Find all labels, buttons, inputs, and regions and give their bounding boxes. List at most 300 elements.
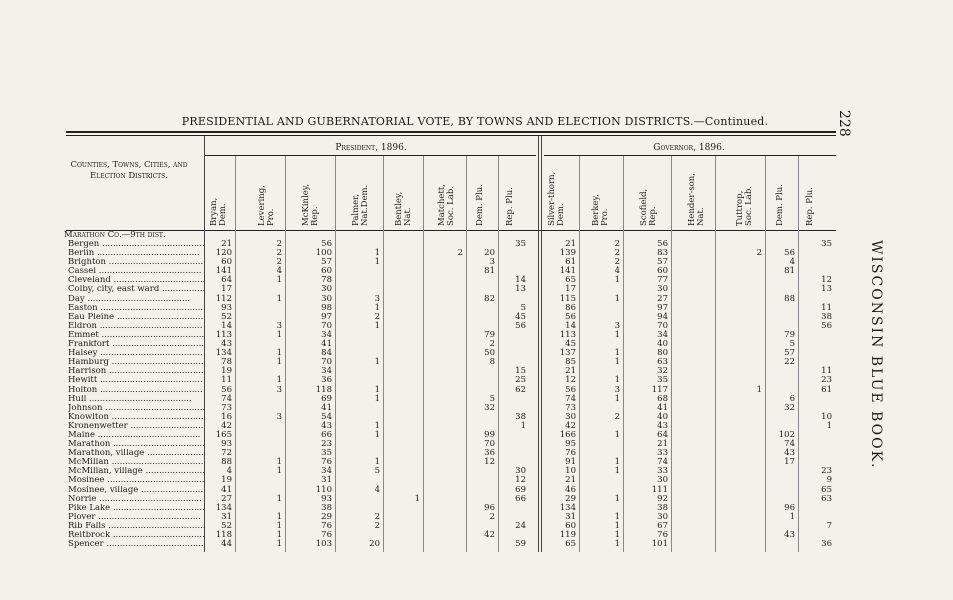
- president-vote-cell: 66: [321, 429, 332, 440]
- president-vote-cell: 56: [321, 239, 332, 249]
- governor-vote-cell: 10: [565, 466, 576, 477]
- governor-vote-cell: 74: [657, 457, 668, 468]
- district-name: Eau Pleine .....: [68, 313, 204, 322]
- governor-vote-cell: 38: [657, 502, 668, 513]
- governor-column-header-label: Tuttrop, Soc. Lab.: [735, 186, 754, 226]
- president-vote-cell: 74: [221, 393, 232, 404]
- district-name: Cassel .....: [68, 267, 204, 276]
- governor-vote-cell: 83: [657, 248, 668, 259]
- president-vote-cell: 50: [484, 348, 495, 359]
- governor-vote-cell: 45: [565, 339, 576, 350]
- governor-vote-cell: 12: [821, 275, 832, 286]
- governor-vote-cell: 21: [657, 439, 668, 450]
- table-row: [64, 367, 839, 376]
- governor-vote-cell: 46: [565, 484, 576, 495]
- table-row: [64, 449, 839, 458]
- president-vote-cell: 2: [276, 248, 282, 259]
- page-number: 228: [836, 110, 852, 137]
- president-vote-cell: 4: [226, 466, 232, 477]
- governor-vote-cell: 1: [614, 275, 620, 286]
- district-name: Day .....: [68, 295, 204, 304]
- governor-vote-cell: 1: [614, 348, 620, 359]
- president-vote-cell: 31: [221, 511, 232, 522]
- governor-vote-cell: 63: [821, 493, 832, 504]
- row-header: Counties, Towns, Cities, and Election Districts.: [70, 160, 188, 181]
- governor-vote-cell: 11: [821, 366, 832, 377]
- table-row: [64, 349, 839, 358]
- governor-vote-cell: 30: [565, 411, 576, 422]
- president-vote-cell: 62: [515, 384, 526, 395]
- governor-vote-cell: 1: [756, 384, 762, 395]
- governor-vote-cell: 115: [559, 293, 576, 304]
- president-vote-cell: 1: [276, 375, 282, 386]
- governor-vote-cell: 79: [784, 329, 795, 340]
- district-name: Johnson .....: [68, 404, 204, 413]
- president-vote-cell: 69: [321, 393, 332, 404]
- president-vote-cell: 97: [321, 311, 332, 322]
- president-vote-cell: 118: [315, 384, 332, 395]
- district-name: Knowlton .....: [68, 413, 204, 422]
- table-row: [64, 285, 839, 294]
- president-vote-cell: 4: [374, 484, 380, 495]
- governor-vote-cell: 76: [657, 530, 668, 540]
- governor-vote-cell: 85: [565, 357, 576, 368]
- governor-vote-cell: 61: [821, 384, 832, 395]
- column-rule: [383, 156, 384, 552]
- president-vote-cell: 4: [276, 266, 282, 277]
- president-vote-cell: 17: [221, 284, 232, 295]
- governor-vote-cell: 94: [657, 311, 668, 322]
- governor-vote-cell: 21: [565, 366, 576, 377]
- governor-vote-cell: 65: [565, 275, 576, 286]
- president-vote-cell: 72: [221, 448, 232, 459]
- president-vote-cell: 56: [221, 384, 232, 395]
- president-vote-cell: 99: [484, 429, 495, 440]
- president-vote-cell: 3: [276, 384, 282, 395]
- president-vote-cell: 12: [484, 457, 495, 468]
- district-name: Hull .....: [68, 395, 204, 404]
- governor-vote-cell: 13: [821, 284, 832, 295]
- column-rule: [498, 156, 499, 552]
- president-vote-cell: 2: [374, 311, 380, 322]
- president-vote-cell: 19: [221, 475, 232, 486]
- president-vote-cell: 1: [374, 393, 380, 404]
- president-vote-cell: 2: [276, 239, 282, 249]
- president-vote-cell: 96: [484, 502, 495, 513]
- governor-vote-cell: 65: [565, 539, 576, 550]
- district-name: McMillan .....: [68, 458, 204, 467]
- table-row: [64, 304, 839, 313]
- president-vote-cell: 1: [374, 457, 380, 468]
- district-name: Emmet .....: [68, 331, 204, 340]
- president-vote-cell: 41: [321, 339, 332, 350]
- district-name: Hewitt .....: [68, 376, 204, 385]
- governor-vote-cell: 21: [565, 239, 576, 249]
- governor-vote-cell: 43: [657, 420, 668, 431]
- governor-vote-cell: 1: [614, 329, 620, 340]
- president-vote-cell: 76: [321, 530, 332, 540]
- governor-vote-cell: 141: [559, 266, 576, 277]
- president-vote-cell: 134: [215, 348, 232, 359]
- president-vote-cell: 1: [374, 257, 380, 268]
- governor-vote-cell: 29: [565, 493, 576, 504]
- president-column-header-label: Matchett, Soc. Lab.: [437, 184, 456, 226]
- header-rule-thin: [66, 135, 836, 136]
- president-vote-cell: 11: [221, 375, 232, 386]
- governor-vote-cell: 56: [565, 311, 576, 322]
- president-vote-cell: 2: [489, 511, 495, 522]
- president-vote-cell: 98: [321, 302, 332, 313]
- president-vote-cell: 5: [489, 393, 495, 404]
- governor-vote-cell: 1: [614, 466, 620, 477]
- table-row: [64, 395, 839, 404]
- governor-vote-cell: 60: [657, 266, 668, 277]
- president-vote-cell: 1: [374, 302, 380, 313]
- district-name: Plover .....: [68, 513, 204, 522]
- governor-vote-cell: 30: [657, 511, 668, 522]
- governor-vote-cell: 101: [651, 539, 668, 550]
- president-vote-cell: 34: [321, 366, 332, 377]
- table-row: [64, 358, 839, 367]
- president-vote-cell: 134: [215, 502, 232, 513]
- governor-vote-cell: 31: [565, 511, 576, 522]
- president-vote-cell: 44: [221, 539, 232, 550]
- table-row: [64, 322, 839, 331]
- table-row: [64, 476, 839, 485]
- governor-vote-cell: 91: [565, 457, 576, 468]
- president-vote-cell: 118: [215, 530, 232, 540]
- president-vote-cell: 1: [276, 348, 282, 359]
- governor-vote-cell: 80: [657, 348, 668, 359]
- table-row: [64, 458, 839, 467]
- president-vote-cell: 43: [321, 420, 332, 431]
- president-column-header-label: Dem. Plu.: [475, 184, 485, 226]
- president-vote-cell: 1: [276, 275, 282, 286]
- president-vote-cell: 78: [321, 275, 332, 286]
- president-column-header-label: McKinley, Rep.: [301, 183, 320, 226]
- president-vote-cell: 1: [374, 357, 380, 368]
- governor-vote-cell: 1: [614, 293, 620, 304]
- county-heading: Marathon Co.—9th dist.: [64, 230, 166, 240]
- governor-vote-cell: 74: [784, 439, 795, 450]
- president-vote-cell: 1: [374, 420, 380, 431]
- governor-vote-cell: 33: [657, 466, 668, 477]
- governor-vote-cell: 3: [614, 384, 620, 395]
- governor-vote-cell: 139: [559, 248, 576, 259]
- header-rule: [66, 131, 836, 133]
- president-vote-cell: 70: [321, 357, 332, 368]
- governor-vote-cell: 2: [756, 248, 762, 259]
- governor-vote-cell: 60: [565, 520, 576, 531]
- governor-vote-cell: 3: [614, 320, 620, 331]
- table-row: [64, 531, 839, 540]
- governor-vote-cell: 88: [784, 293, 795, 304]
- president-rule: [205, 155, 536, 156]
- president-vote-cell: 34: [321, 466, 332, 477]
- governor-vote-cell: 14: [565, 320, 576, 331]
- district-name: McMillan, village .....: [68, 467, 204, 476]
- president-vote-cell: 112: [215, 293, 232, 304]
- table-row: [64, 331, 839, 340]
- president-vote-cell: 23: [321, 439, 332, 450]
- governor-vote-cell: 134: [559, 502, 576, 513]
- president-vote-cell: 24: [515, 520, 526, 531]
- president-vote-cell: 1: [276, 520, 282, 531]
- governor-vote-cell: 56: [565, 384, 576, 395]
- governor-vote-cell: 41: [657, 402, 668, 413]
- president-vote-cell: 64: [221, 275, 232, 286]
- president-vote-cell: 59: [515, 539, 526, 550]
- governor-vote-cell: 81: [784, 266, 795, 277]
- column-rule: [579, 156, 580, 552]
- governor-column-header-label: Scofield, Rep.: [639, 188, 658, 226]
- president-vote-cell: 84: [321, 348, 332, 359]
- president-vote-cell: 1: [276, 457, 282, 468]
- president-vote-cell: 38: [321, 502, 332, 513]
- president-vote-cell: 16: [221, 411, 232, 422]
- table-row: [64, 495, 839, 504]
- governor-vote-cell: 113: [559, 329, 576, 340]
- governor-column-header-label: Berkey, Pro.: [591, 194, 610, 226]
- president-vote-cell: 41: [221, 484, 232, 495]
- table-row: [64, 404, 839, 413]
- table-row: [64, 249, 839, 258]
- president-vote-cell: 19: [221, 366, 232, 377]
- president-vote-cell: 103: [315, 539, 332, 550]
- table-row: [64, 386, 839, 395]
- governor-vote-cell: 43: [784, 448, 795, 459]
- president-vote-cell: 70: [321, 320, 332, 331]
- governor-vote-cell: 30: [657, 475, 668, 486]
- governor-vote-cell: 95: [565, 439, 576, 450]
- president-vote-cell: 42: [221, 420, 232, 431]
- governor-vote-cell: 30: [657, 284, 668, 295]
- president-vote-cell: 66: [515, 493, 526, 504]
- governor-column-header-label: Rep. Plu.: [805, 187, 815, 226]
- table-row: [64, 540, 839, 549]
- governor-vote-cell: 76: [565, 448, 576, 459]
- district-name: Bergen .....: [68, 240, 204, 249]
- district-name: Maine .....: [68, 431, 204, 440]
- governor-vote-cell: 166: [559, 429, 576, 440]
- president-vote-cell: 141: [215, 266, 232, 277]
- president-vote-cell: 57: [321, 257, 332, 268]
- governor-vote-cell: 36: [821, 539, 832, 550]
- president-vote-cell: 27: [221, 493, 232, 504]
- president-vote-cell: 120: [215, 248, 232, 259]
- president-vote-cell: 38: [515, 411, 526, 422]
- governor-vote-cell: 34: [657, 329, 668, 340]
- president-vote-cell: 1: [520, 420, 526, 431]
- governor-group-header: Governor, 1896.: [653, 143, 725, 153]
- president-vote-cell: 2: [374, 520, 380, 531]
- governor-column-header-label: Dem. Plu.: [775, 184, 785, 226]
- president-vote-cell: 79: [484, 329, 495, 340]
- governor-vote-cell: 63: [657, 357, 668, 368]
- column-rule: [235, 156, 236, 552]
- president-vote-cell: 56: [515, 320, 526, 331]
- district-name: Easton .....: [68, 304, 204, 313]
- district-name: Colby, city, east ward .....: [68, 285, 204, 294]
- district-name: Berlin .....: [68, 249, 204, 258]
- president-vote-cell: 73: [221, 402, 232, 413]
- president-vote-cell: 8: [489, 357, 495, 368]
- district-name: Norrie .....: [68, 495, 204, 504]
- president-vote-cell: 81: [484, 266, 495, 277]
- governor-vote-cell: 32: [784, 402, 795, 413]
- president-vote-cell: 2: [276, 257, 282, 268]
- president-vote-cell: 14: [221, 320, 232, 331]
- governor-column-header-label: Silver-thorn, Dem.: [547, 171, 566, 226]
- president-vote-cell: 1: [414, 493, 420, 504]
- district-name: Mosinee .....: [68, 476, 204, 485]
- governor-column-header-label: Hender-son, Nat.: [687, 173, 706, 226]
- governor-vote-cell: 1: [614, 520, 620, 531]
- table-row: [64, 413, 839, 422]
- president-vote-cell: 93: [321, 493, 332, 504]
- governor-vote-cell: 1: [614, 429, 620, 440]
- column-rule: [335, 156, 336, 552]
- governor-vote-cell: 43: [784, 530, 795, 540]
- president-vote-cell: 1: [276, 329, 282, 340]
- district-name: Marathon, village .....: [68, 449, 204, 458]
- column-rule: [623, 156, 624, 552]
- governor-vote-cell: 137: [559, 348, 576, 359]
- governor-vote-cell: 1: [614, 530, 620, 540]
- president-vote-cell: 82: [484, 293, 495, 304]
- president-vote-cell: 78: [221, 357, 232, 368]
- president-vote-cell: 36: [321, 375, 332, 386]
- governor-vote-cell: 73: [565, 402, 576, 413]
- governor-vote-cell: 65: [821, 484, 832, 495]
- president-vote-cell: 76: [321, 520, 332, 531]
- president-vote-cell: 31: [321, 475, 332, 486]
- governor-vote-cell: 1: [614, 357, 620, 368]
- president-vote-cell: 30: [321, 293, 332, 304]
- president-vote-cell: 5: [520, 302, 526, 313]
- table-row: [64, 376, 839, 385]
- governor-vote-cell: 68: [657, 393, 668, 404]
- president-vote-cell: 88: [221, 457, 232, 468]
- president-vote-cell: 12: [515, 475, 526, 486]
- president-vote-cell: 36: [484, 448, 495, 459]
- governor-vote-cell: 57: [784, 348, 795, 359]
- column-rule: [423, 156, 424, 552]
- table-row: [64, 467, 839, 476]
- table-row: [64, 422, 839, 431]
- column-rule: [715, 156, 716, 552]
- president-column-header-label: Palmer, Nat.Dem.: [351, 184, 370, 226]
- district-name: Cleveland .....: [68, 276, 204, 285]
- governor-vote-cell: 74: [565, 393, 576, 404]
- president-vote-cell: 3: [489, 257, 495, 268]
- district-name: Brighton .....: [68, 258, 204, 267]
- president-vote-cell: 93: [221, 439, 232, 450]
- president-vote-cell: 60: [221, 257, 232, 268]
- governor-vote-cell: 2: [614, 248, 620, 259]
- district-name: Spencer .....: [68, 540, 204, 549]
- election-table: [64, 231, 839, 549]
- table-row: [64, 522, 839, 531]
- president-vote-cell: 32: [484, 402, 495, 413]
- district-name: Eldron .....: [68, 322, 204, 331]
- table-row: [64, 486, 839, 495]
- president-vote-cell: 3: [276, 320, 282, 331]
- governor-vote-cell: 6: [789, 393, 795, 404]
- governor-vote-cell: 86: [565, 302, 576, 313]
- president-vote-cell: 29: [321, 511, 332, 522]
- page-title: PRESIDENTIAL AND GUBERNATORIAL VOTE, BY TOWNS AND ELECTION DISTRICTS.—Continued.: [181, 115, 769, 128]
- president-vote-cell: 52: [221, 311, 232, 322]
- district-name: Harrison .....: [68, 367, 204, 376]
- president-vote-cell: 1: [374, 384, 380, 395]
- table-row: [64, 431, 839, 440]
- president-vote-cell: 1: [276, 511, 282, 522]
- running-side-title: WISCONSIN BLUE BOOK.: [868, 240, 884, 470]
- president-vote-cell: 2: [374, 511, 380, 522]
- president-vote-cell: 1: [276, 293, 282, 304]
- district-name: Holton .....: [68, 386, 204, 395]
- president-vote-cell: 25: [515, 375, 526, 386]
- president-vote-cell: 113: [215, 329, 232, 340]
- president-vote-cell: 30: [321, 284, 332, 295]
- governor-vote-cell: 12: [565, 375, 576, 386]
- governor-vote-cell: 1: [826, 420, 832, 431]
- district-name: Pike Lake .....: [68, 504, 204, 513]
- governor-vote-cell: 70: [657, 320, 668, 331]
- governor-vote-cell: 42: [565, 420, 576, 431]
- governor-vote-cell: 40: [657, 411, 668, 422]
- president-vote-cell: 34: [321, 329, 332, 340]
- governor-rule: [544, 155, 836, 156]
- governor-vote-cell: 1: [614, 457, 620, 468]
- governor-vote-cell: 7: [826, 520, 832, 531]
- governor-vote-cell: 2: [614, 257, 620, 268]
- president-vote-cell: 1: [276, 539, 282, 550]
- governor-vote-cell: 102: [778, 429, 795, 440]
- governor-vote-cell: 61: [565, 257, 576, 268]
- governor-vote-cell: 11: [821, 302, 832, 313]
- president-vote-cell: 30: [515, 466, 526, 477]
- president-vote-cell: 42: [484, 530, 495, 540]
- governor-vote-cell: 38: [821, 311, 832, 322]
- district-name: Halsey .....: [68, 349, 204, 358]
- president-vote-cell: 1: [276, 466, 282, 477]
- president-column-header-label: Bentley, Nat.: [394, 191, 413, 226]
- president-vote-cell: 20: [484, 248, 495, 259]
- table-row: [64, 440, 839, 449]
- table-row: [64, 504, 839, 513]
- governor-vote-cell: 5: [789, 339, 795, 350]
- president-vote-cell: 41: [321, 402, 332, 413]
- governor-vote-cell: 40: [657, 339, 668, 350]
- district-name: Kronenwetter .....: [68, 422, 204, 431]
- governor-vote-cell: 2: [614, 239, 620, 249]
- district-name: Rib Falls .....: [68, 522, 204, 531]
- president-vote-cell: 13: [515, 284, 526, 295]
- governor-vote-cell: 67: [657, 520, 668, 531]
- governor-vote-cell: 9: [826, 475, 832, 486]
- president-column-header-label: Rep. Plu.: [505, 187, 515, 226]
- president-column-header-label: Levering, Pro.: [257, 185, 276, 226]
- governor-vote-cell: 1: [789, 511, 795, 522]
- president-group-header: President, 1896.: [335, 143, 407, 153]
- governor-vote-cell: 56: [657, 239, 668, 249]
- table-row: [64, 513, 839, 522]
- governor-vote-cell: 4: [614, 266, 620, 277]
- governor-vote-cell: 77: [657, 275, 668, 286]
- president-vote-cell: 1: [276, 530, 282, 540]
